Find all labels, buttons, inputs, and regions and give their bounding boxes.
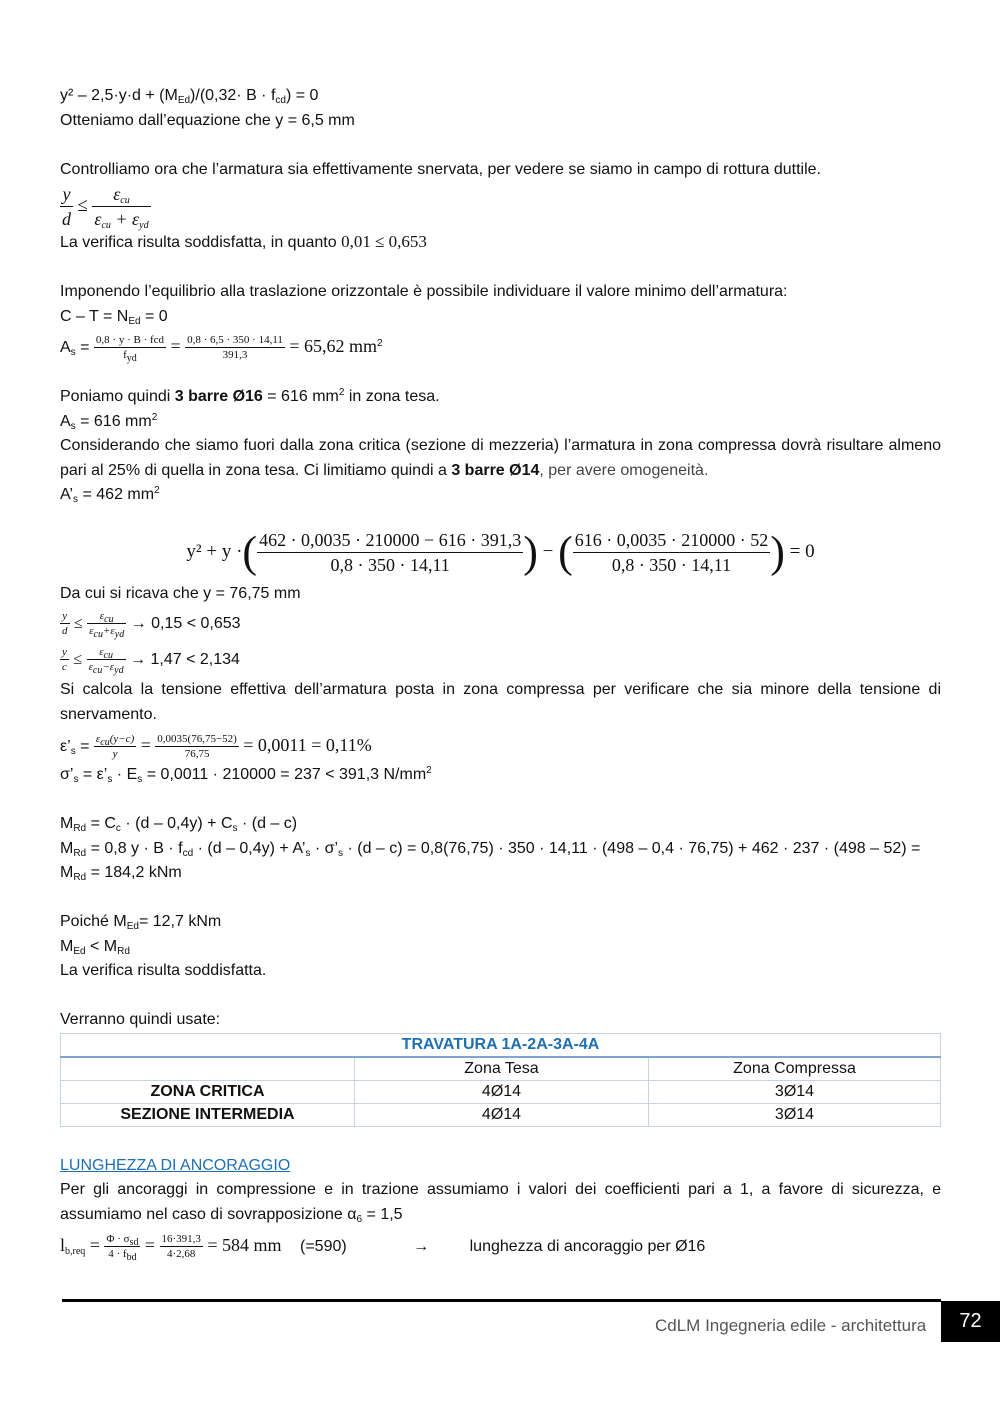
equation-as-min: $A_s$ = $\frac{\text{0,8 · y · B · fcd}}{f_{yd}}$ = $\frac{0,8 \cdot 6,5 \cdot 350 \cdot 14,11}{391,3}$ = 65,62 $mm^2$ — [60, 334, 383, 365]
bars-tension: Poniamo quindi 3 barre Ø16 = 616 $mm^2$ in zona tesa. — [60, 387, 440, 405]
mrd-formula: $M_{Rd} = C_c \cdot (d - 0,4y) + C_s \cdot (d - c)$ — [60, 815, 298, 834]
check-intro: Controlliamo ora che l’armatura sia effettivamente snervata, per vedere se siamo in campo di rottura duttile. — [60, 160, 821, 178]
table-row: SEZIONE INTERMEDIA 4Ø14 3Ø14 — [61, 1103, 941, 1126]
as-616: $A_s = 616$ $mm^2$ — [60, 411, 158, 432]
equation-ct: $C - T = N_{Ed} = 0$ — [60, 307, 168, 327]
asp-462: $A’_s = 462$ $mm^2$ — [60, 485, 160, 505]
check-yc: $\frac{y}{c}$ ≤ $\frac{\varepsilon_{cu}}{\varepsilon_{cu}-\varepsilon_{yd}}$ → 1,47 < 2,134 — [62, 646, 240, 677]
table-title: TRAVATURA 1A-2A-3A-4A — [61, 1033, 941, 1057]
mrd-result: $M_{Rd} = 184,2$ kNm — [60, 864, 182, 883]
med-vs-mrd: $M_{Ed} < M_{Rd}$ — [60, 937, 130, 957]
strain-equation: $\varepsilon’_s$ = $\frac{\varepsilon_{cu}(y-c)}{y}$ = $\frac{0,0035(76,75-52)}{76,75}$ = 0,0011 = 0,11% — [60, 733, 372, 761]
neutral-axis-equation: y² + y ·( $\frac{462 \cdot 0,0035 \cdot 210000 - 616 \cdot 391,3}{0,8 \cdot 350 \cdot 14,11}$ ) − ( $\frac{616 \cdot 0,0035 \cdot 210000 \cdot 52}{0,8 \cdot 350 \cdot 14,11}$ ) = 0 — [186, 527, 815, 577]
equation-y2: $y^2 - 2,5\cdot y\cdot d + (M_{Ed})/(0,32\cdot B \cdot f_{cd}) = 0$ — [60, 87, 319, 106]
page-content — [60, 84, 941, 1263]
med-value: Poiché $M_{Ed}= 12,7$ kNm — [60, 913, 222, 932]
sigma-line: $\sigma’_s$ = $\varepsilon’_s \cdot E_s = 0,0011 \cdot 210000 = 237 < 391,3$ $N/mm^2$ — [60, 765, 432, 785]
equilibrium-intro: Imponendo l’equilibrio alla traslazione orizzontale è possibile individuare il valore minimo dell’armatura: — [60, 283, 788, 300]
arrow-icon: → — [413, 1238, 430, 1255]
mrd-substitution: $M_{Rd} = 0,8$ $y \cdot B \cdot f_{cd} \cdot (d - 0,4y)$ + $A’_s$ · $\sigma’_s \cdot (d - c) = 0,8(76,75) \cdot 350 \cdot 14,11 \cdot (498 - 0,4 \cdot 76,75) + 462 \cdot 237 \cdot (498 - 52)$ = — [60, 839, 921, 859]
critical-zone-text: Considerando che siamo fuori dalla zona critica (sezione di mezzeria) l’armatura in zona compressa dovrà risultare almeno pari al 25% di quella in zona tesa. Ci limitiamo quindi a 3 barre Ø14, per avere omogeneità. — [60, 437, 941, 479]
footer-rule — [62, 1299, 941, 1302]
result-y: Otteniamo dall’equazione che y = 6,5 mm — [60, 111, 355, 129]
reinforcement-table — [60, 1033, 941, 1127]
page-number: 72 — [941, 1301, 1000, 1342]
anchor-text: Per gli ancoraggi in compressione e in trazione assumiamo i valori dei coefficienti pari a 1, a favore di sicurezza, e assumiamo nel caso di sovrapposizione $\alpha_6 = 1,5$ — [60, 1181, 941, 1225]
check-ok: La verifica risulta soddisfatta, in quanto 0,01 ≤ 0,653 — [60, 232, 427, 251]
check-yd: $\frac{y}{d}$ ≤ $\frac{\varepsilon_{cu}}{\varepsilon_{cu}+\varepsilon_{yd}}$ → 0,15 < 0,653 — [62, 610, 241, 641]
stress-text: Si calcola la tensione effettiva dell’armatura posta in zona compressa per verificare che sia minore della tensione di snervamento. — [60, 681, 941, 723]
anchor-heading[interactable]: LUNGHEZZA DI ANCORAGGIO — [60, 1156, 291, 1174]
anchor-length-equation: $l_{b,req}$ = $\frac{\Phi \cdot \sigma_{sd}}{4 \cdot f_{bd}}$ = $\frac{16\cdot 391,3}{4\cdot 2,68}$ = 584 mm (=590) → lunghezza di ancoraggio per Ø16 — [60, 1233, 706, 1264]
table-row: ZONA CRITICA 4Ø14 3Ø14 — [61, 1080, 941, 1103]
table-col-tesa: Zona Tesa — [355, 1057, 649, 1081]
table-col-compressa: Zona Compressa — [649, 1057, 941, 1081]
footer-course: CdLM Ingegneria edile - architettura — [655, 1316, 927, 1335]
ductility-condition: $\frac{y}{d}$ ≤ $\frac{\varepsilon_{cu}}{\varepsilon_{cu} + \varepsilon_{yd}}$ — [62, 184, 149, 232]
y-result: Da cui si ricava che y = 76,75 mm — [60, 584, 301, 602]
verification-ok: La verifica risulta soddisfatta. — [60, 962, 267, 979]
used-intro: Verranno quindi usate: — [60, 1011, 221, 1028]
